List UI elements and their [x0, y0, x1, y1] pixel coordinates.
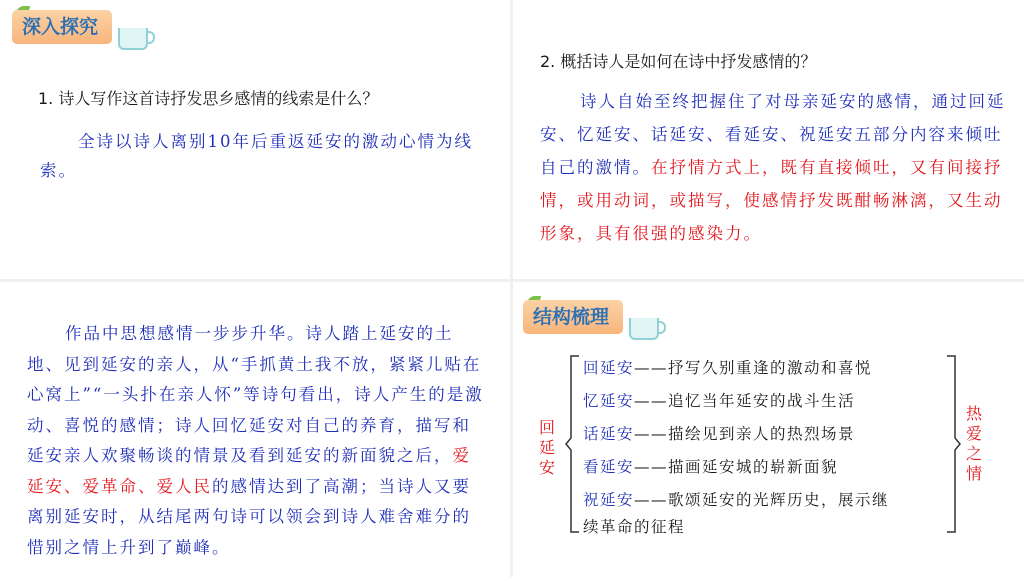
question-1: 1. 诗人写作这首诗抒发思乡感情的线索是什么？ — [38, 89, 379, 108]
answer-2-main: 诗人自始至终把握住了对母亲延安的感情，通过回延安、忆延安、话延安、看延安、祝延安五部分内容来倾吐自己的激情。 — [540, 92, 1006, 177]
structure-row: 话延安——描绘见到亲人的热烈场景 — [583, 425, 856, 443]
structure-left-label: 回延安 — [538, 418, 555, 477]
panel-question-1 — [0, 0, 510, 279]
panel-question-2 — [513, 0, 1024, 279]
panel-analysis — [0, 282, 510, 577]
analysis-part-2: 的感情达到了高潮；当诗人又要离别延安时，从结尾两句诗可以领会到诗人难舍难分的惜别之情上升到了巅峰。 — [27, 476, 471, 557]
cup-icon — [629, 318, 659, 340]
structure-row: 看延安——描画延安城的崭新面貌 — [583, 458, 839, 476]
structure-row-continued: 续革命的征程 — [583, 518, 686, 536]
structure-row: 祝延安——歌颂延安的光辉历史，展示继 — [583, 491, 890, 509]
question-2: 2. 概括诗人是如何在诗中抒发感情的？ — [540, 52, 817, 71]
analysis-text — [27, 319, 485, 563]
badge-label: 深入探究 — [12, 10, 112, 44]
right-brace — [941, 354, 961, 534]
structure-row: 忆延安——追忆当年延安的战斗生活 — [583, 392, 856, 410]
cup-icon — [118, 28, 148, 50]
badge-label: 结构梳理 — [523, 300, 623, 334]
structure-row: 回延安——抒写久别重逢的激动和喜悦 — [583, 359, 873, 377]
answer-1: 全诗以诗人离别10年后重返延安的激动心情为线索。 — [40, 132, 473, 180]
analysis-part-1: 作品中思想感情一步步升华。诗人踏上延安的土地、见到延安的亲人，从“手抓黄土我不放，紧紧儿贴在心窝上”“一头扑在亲人怀”等诗句看出，诗人产生的是激动、喜悦的感情；诗人回忆延安对自己的养育，描写和延安亲人欢聚畅谈的情景及看到延安的新面貌之后， — [27, 324, 484, 465]
left-brace — [565, 354, 585, 534]
analysis-highlight: 爱延安、爱革命、爱人民 — [27, 446, 471, 496]
structure-right-label: 热爱之情 — [965, 404, 982, 483]
answer-2-highlight: 在抒情方式上，既有直接倾吐，又有间接抒情，或用动词，或描写，使感情抒发既酣畅淋漓，又生动形象，具有很强的感染力。 — [540, 158, 1003, 243]
panel-structure — [513, 282, 1024, 577]
answer-2 — [540, 85, 1010, 250]
